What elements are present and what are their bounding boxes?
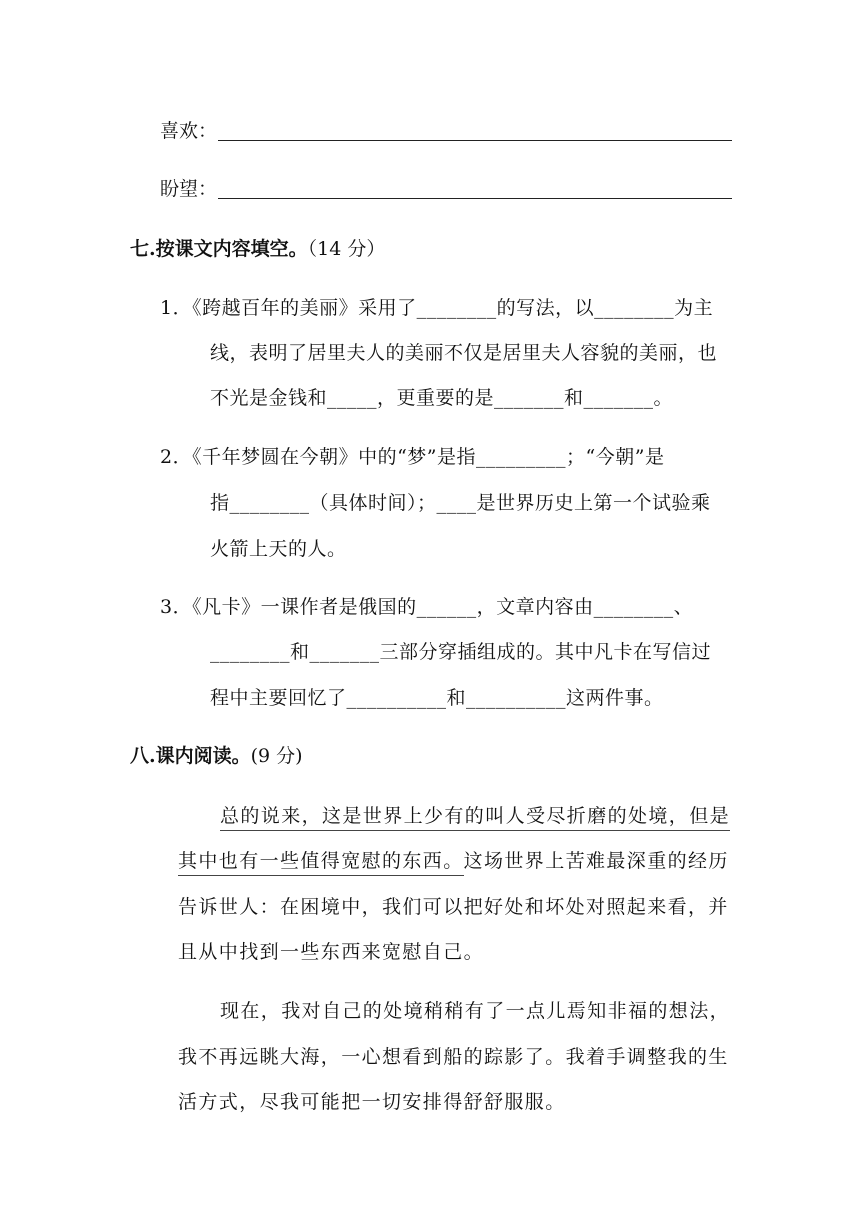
underlined-sentence-end: 其中也有一些值得宽慰的东西。: [178, 850, 464, 876]
passage-1-line-1: [220, 801, 730, 828]
q3-line-1: 3．《凡卡》一课作者是俄国的______，文章内容由________、: [160, 596, 694, 618]
like-answer-line[interactable]: [218, 140, 732, 141]
passage-1-line-3: 告诉世人：在困境中，我们可以把好处和坏处对照起来看，并: [178, 896, 729, 918]
passage-1-line-2: [178, 846, 729, 873]
passage-2-line-2: 我不再远眺大海，一心想看到船的踪影了。我着手调整我的生: [178, 1046, 729, 1068]
section-8-heading: [130, 741, 303, 768]
like-answer-row: [160, 116, 732, 146]
section-7-heading: [130, 234, 385, 261]
passage-1-line-4: 且从中找到一些东西来宽慰自己。: [178, 941, 485, 963]
q1-line-1: 1．《跨越百年的美丽》采用了________的写法，以________为主: [160, 297, 714, 319]
section-8-score: (9 分): [250, 745, 303, 767]
q1-line-2: 线，表明了居里夫人的美丽不仅是居里夫人容貌的美丽，也: [210, 342, 718, 364]
hope-answer-row: [160, 174, 732, 204]
section-7-title: 七.按课文内容填空。: [130, 238, 308, 260]
q3-line-3: 程中主要回忆了__________和__________这两件事。: [210, 687, 664, 709]
hope-answer-line[interactable]: [218, 198, 732, 199]
q2-line-3: 火箭上天的人。: [210, 538, 347, 560]
like-label: 喜欢：: [160, 120, 218, 142]
q3-line-2: ________和_______三部分穿插组成的。其中凡卡在写信过: [210, 641, 712, 663]
q1-line-3: 不光是金钱和_____，更重要的是_______和_______。: [210, 387, 674, 409]
passage-1-line-2-rest: 这场世界上苦难最深重的经历: [463, 850, 729, 872]
passage-2-line-1: 现在，我对自己的处境稍稍有了一点儿焉知非福的想法，: [220, 1000, 731, 1022]
passage-2-line-3: 活方式，尽我可能把一切安排得舒舒服服。: [178, 1091, 566, 1113]
q2-line-2: 指________（具体时间）；____是世界历史上第一个试验乘: [210, 492, 711, 514]
q2-line-1: 2．《千年梦圆在今朝》中的“梦”是指_________；“今朝”是: [160, 446, 665, 468]
hope-label: 盼望：: [160, 178, 218, 200]
section-8-title: 八.课内阅读。: [130, 745, 251, 767]
underlined-sentence: 总的说来，这是世界上少有的叫人受尽折磨的处境，但是: [220, 805, 730, 831]
section-7-score: （14 分）: [307, 238, 386, 260]
